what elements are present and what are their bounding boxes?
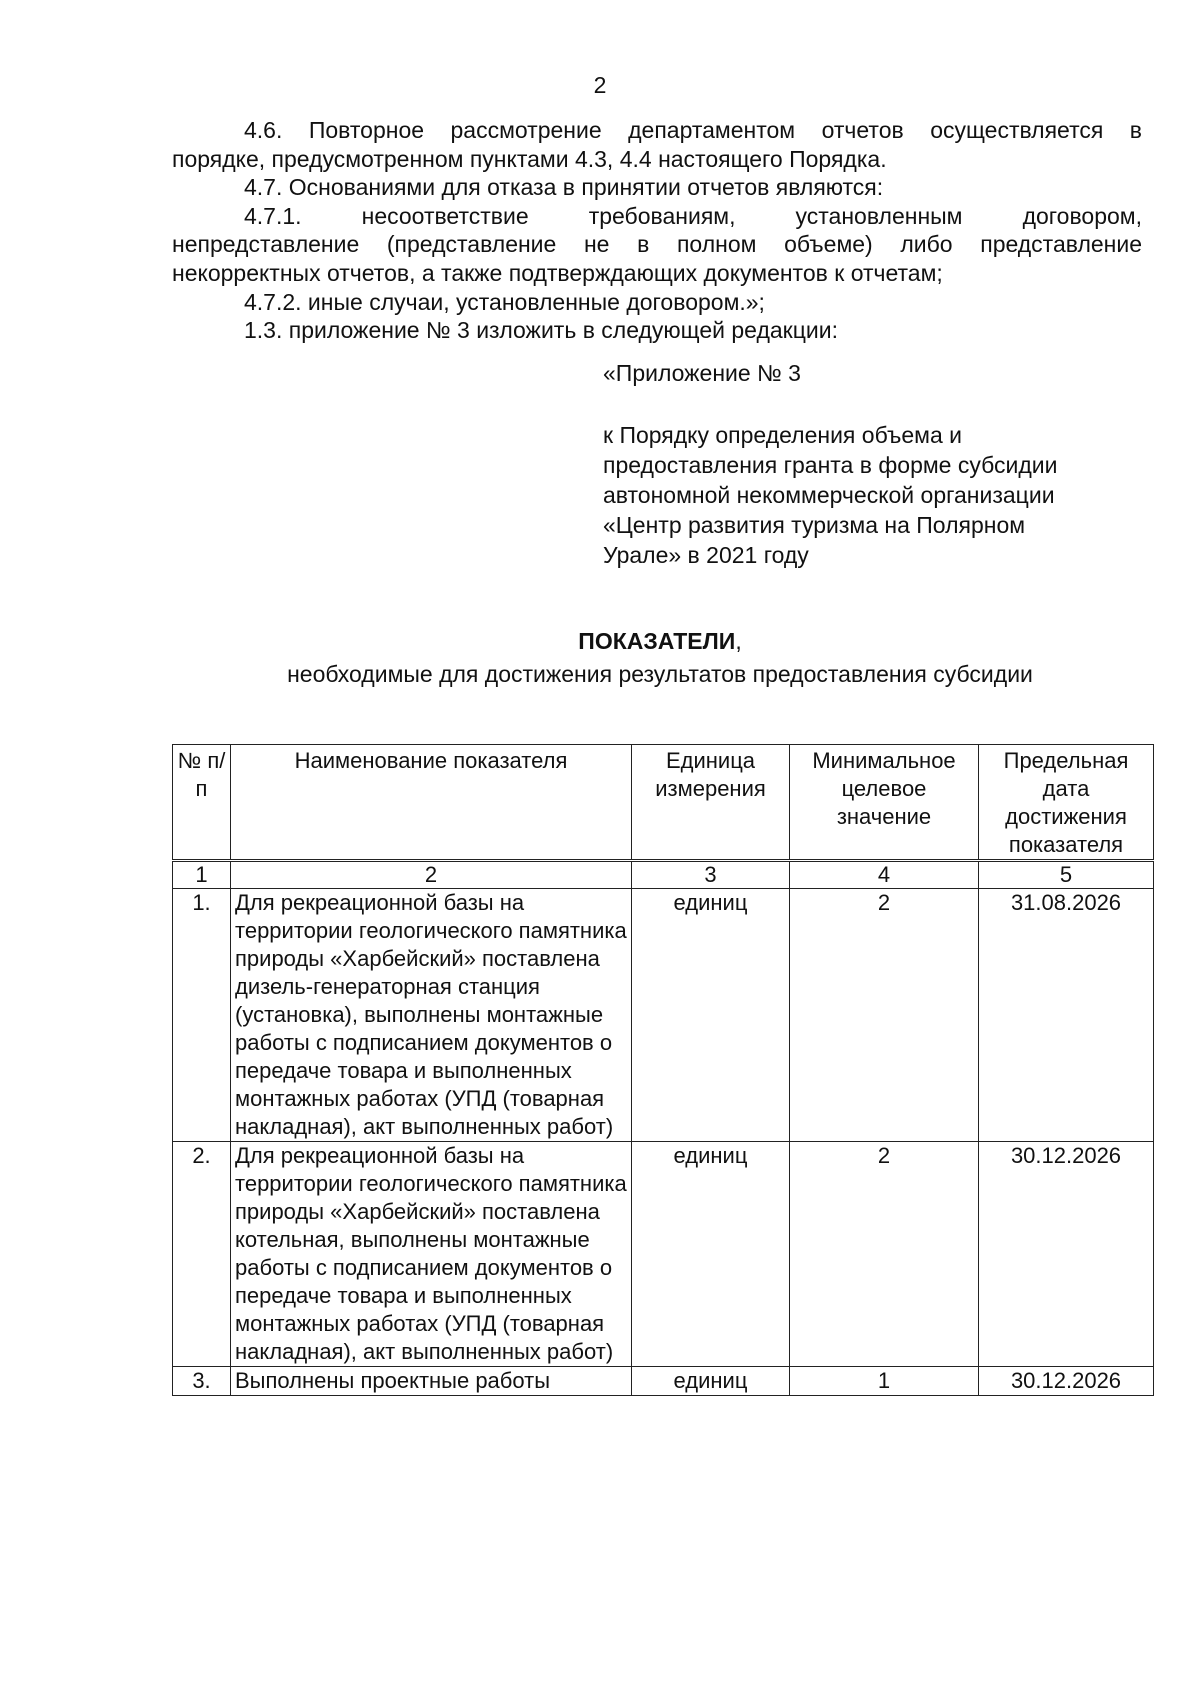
row-name: Выполнены проектные работы [231, 1367, 632, 1396]
column-numbers-row [173, 861, 1154, 889]
annex-header [603, 358, 1163, 570]
annex-line-3: автономной некоммерческой организации [603, 482, 1055, 508]
row-min: 2 [790, 889, 979, 1142]
paragraph-4-7-1-line-3: некорректных отчетов, а также подтверждающих документов к отчетам; [172, 259, 943, 286]
body-text [172, 116, 1142, 345]
table-row [173, 1367, 1154, 1396]
row-num: 1. [173, 889, 231, 1142]
paragraph-4-6-line-1: 4.6. Повторное рассмотрение департаментом отчетов осуществляется в [244, 117, 1142, 143]
column-number: 4 [790, 861, 979, 889]
annex-heading: «Приложение № 3 [603, 360, 801, 386]
document-subtitle: необходимые для достижения результатов предоставления субсидии [287, 661, 1033, 687]
header-min: Минимальное целевое значение [790, 745, 979, 861]
column-number: 3 [632, 861, 790, 889]
header-date: Предельная дата достижения показателя [979, 745, 1154, 861]
column-number: 2 [231, 861, 632, 889]
annex-line-2: предоставления гранта в форме субсидии [603, 452, 1058, 478]
paragraph-1-3: 1.3. приложение № 3 изложить в следующей редакции: [244, 317, 838, 344]
row-num: 3. [173, 1367, 231, 1396]
paragraph-4-7: 4.7. Основаниями для отказа в принятии отчетов являются: [244, 174, 884, 201]
row-num: 2. [173, 1142, 231, 1367]
row-name: Для рекреационной базы на территории геологического памятника природы «Харбейский» поставлена котельная, выполнены монтажные работы с подписанием документов о передаче товара и выполненных монтажных работах (УПД (товарная накладная), акт выполненных работ) [231, 1142, 632, 1367]
row-min: 1 [790, 1367, 979, 1396]
page-number: 2 [593, 72, 607, 98]
table-row [173, 1142, 1154, 1367]
row-unit: единиц [632, 889, 790, 1142]
annex-line-4: «Центр развития туризма на Полярном [603, 512, 1026, 538]
title-bold: ПОКАЗАТЕЛИ [578, 628, 736, 654]
annex-line-5: Урале» в 2021 году [603, 542, 809, 568]
header-name: Наименование показателя [231, 745, 632, 861]
annex-line-1: к Порядку определения объема и [603, 422, 962, 448]
paragraph-4-7-1-line-2: непредставление (представление не в полном объеме) либо представление [172, 231, 1142, 258]
row-name: Для рекреационной базы на территории геологического памятника природы «Харбейский» поставлена дизель-генераторная станция (установка), выполнены монтажные работы с подписанием документов о передаче товара и выполненных монтажных работах (УПД (товарная накладная), акт выполненных работ) [231, 889, 632, 1142]
table-header-row [173, 745, 1154, 861]
title-comma: , [735, 628, 742, 654]
paragraph-4-7-1-line-1: 4.7.1. несоответствие требованиям, установленным договором, [244, 202, 1142, 229]
indicators-table [172, 744, 1154, 1396]
row-date: 31.08.2026 [979, 889, 1154, 1142]
paragraph-4-7-2: 4.7.2. иные случаи, установленные договором.»; [244, 288, 765, 315]
document-title [0, 626, 1200, 656]
header-num: № п/п [173, 745, 231, 861]
row-date: 30.12.2026 [979, 1367, 1154, 1396]
row-unit: единиц [632, 1142, 790, 1367]
row-date: 30.12.2026 [979, 1142, 1154, 1367]
paragraph-4-6-line-2: порядке, предусмотренном пунктами 4.3, 4.4 настоящего Порядка. [172, 145, 887, 172]
row-unit: единиц [632, 1367, 790, 1396]
table-row [173, 889, 1154, 1142]
column-number: 5 [979, 861, 1154, 889]
header-unit: Единица измерения [632, 745, 790, 861]
row-min: 2 [790, 1142, 979, 1367]
column-number: 1 [173, 861, 231, 889]
